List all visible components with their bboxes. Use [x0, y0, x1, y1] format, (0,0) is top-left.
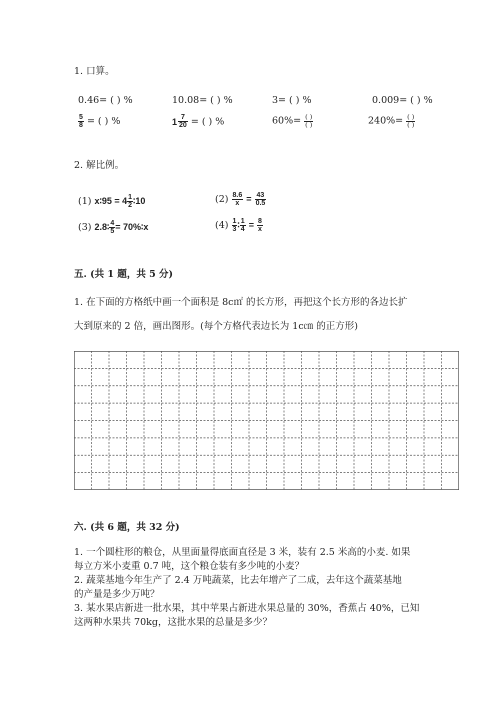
- oral-calc-6: 1 $\frac{7}{20}$ = ( ) %: [172, 114, 225, 129]
- section6-heading: 六. (共 6 题，共 32 分): [74, 522, 180, 533]
- proportion-2: (2) $\frac{8.6}{x}$ = $\frac{43}{0.5}$: [215, 192, 266, 207]
- grid-paper[interactable]: [74, 351, 459, 490]
- section2-title: 2. 解比例。: [74, 160, 125, 171]
- oral-calc-4: 0.009= ( ) %: [372, 95, 433, 106]
- section5-question-line2: 大到原来的 2 倍，画出图形。(每个方格代表边长为 1c㎝ 的正方形): [74, 321, 358, 332]
- proportion-4: (4) $\frac{1}{3}$ ∶ $\frac{1}{4}$ = $\frac{8}{x}$: [215, 218, 262, 233]
- oral-calc-2: 10.08= ( ) %: [172, 95, 233, 106]
- oral-calc-8: 240%= $\frac{( )}{( )}$: [368, 113, 415, 129]
- section5-question-line1: 1. 在下面的方格纸中画一个面积是 8c㎡ 的长方形，再把这个长方形的各边长扩: [74, 297, 408, 308]
- section6-q3-line2: 这两种水果共 70kg，这批水果的总量是多少？: [74, 617, 272, 628]
- oral-calc-1: 0.46= ( ) %: [78, 95, 133, 106]
- oral-calc-3: 3= ( ) %: [272, 95, 312, 106]
- section6-q1-line2: 每立方米小麦重 0.7 吨，这个粮仓装有多少吨的小麦？: [74, 561, 305, 572]
- section5-heading: 五. (共 1 题，共 5 分): [74, 269, 174, 280]
- fraction: $\frac{5}{8}$: [79, 114, 83, 129]
- section6-q1-line1: 1. 一个圆柱形的粮仓，从里面量得底面直径是 3 米，装有 2.5 米高的小麦. 如果: [74, 547, 411, 558]
- fraction: $\frac{7}{20}$: [179, 114, 187, 129]
- section6-q2-line1: 2. 蔬菜基地今年生产了 2.4 万吨蔬菜，比去年增产了二成，去年这个蔬菜基地: [74, 575, 402, 586]
- blank-fraction: $\frac{( )}{( )}$: [407, 113, 415, 129]
- proportion-1: (1) x∶95 = 4 $\frac{1}{2}$ ∶10: [78, 194, 146, 209]
- oral-calc-5: $\frac{5}{8}$ = ( ) %: [79, 114, 121, 129]
- blank-fraction: $\frac{( )}{( )}$: [305, 113, 313, 129]
- section6-q2-line2: 的产量是多少万吨？: [74, 589, 160, 600]
- oral-calc-7: 60%= $\frac{( )}{( )}$: [272, 113, 313, 129]
- proportion-3: (3) 2.8∶ $\frac{4}{5}$ = 70%∶x: [78, 220, 149, 235]
- section6-q3-line1: 3. 某水果店新进一批水果，其中苹果占新进水果总量的 30%，香蕉占 40%，已知: [74, 603, 420, 614]
- section1-title: 1. 口算。: [74, 66, 115, 77]
